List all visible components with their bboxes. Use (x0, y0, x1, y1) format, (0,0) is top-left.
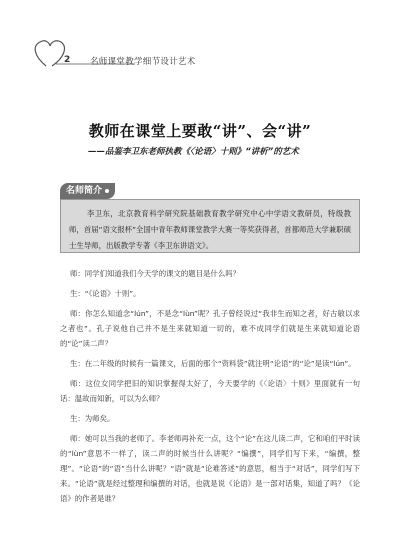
badge-dot-icon (105, 189, 109, 193)
dialogue-paragraph: 生：“《论语》十则”。 (70, 289, 141, 298)
intro-badge-label: 名师简介 (66, 186, 103, 196)
dialogue-paragraph: 生：为师矣。 (70, 414, 115, 423)
article-body (60, 266, 360, 511)
running-header (30, 36, 370, 70)
dialogue-paragraph: 师：这位女同学把旧的知识掌握得太好了，今天要学的《〈论语〉十则》里面就有一句话：温故而知新，可以为么师？ (60, 379, 360, 403)
page-number: 2 (64, 55, 71, 65)
article-subtitle: ——品鉴李卫东老师执教《〈论语〉十则》“讲析”的艺术 (88, 147, 299, 157)
dialogue-paragraph: 师：同学们知道我们今天学的课文的题目是什么吗？ (70, 269, 240, 278)
dialogue-paragraph: 师：她可以当我的老师了。李老师再补充一点，这个“论”在这儿读二声，它和咱们平时读的“lùn”意思不一样了，读二声的时候当什么讲呢？“编撰”，同学们写下来，“编撰，整理”。“论语”的“语”当什么讲呢？“语”就是“论难答述”的意思，相当于“对话”，同学们写下来。“论语”就是经过整理和编撰的对话，也就是说《论语》是一部对话集，知道了吗？《论语》的作者是谁？ (60, 434, 360, 503)
dialogue-paragraph: 师：你怎么知道念“lún”，不是念“lùn”呢？孔子曾经说过“我非生而知之者，好古敏以求之者也”。孔子说他自己并不是生来就知道一切的，难不成同学们就是生来就知道论语的“论”读二声？ (60, 309, 360, 348)
book-title: 名师课堂教学细节设计艺术 (90, 57, 196, 67)
teacher-intro-text: 李卫东，北京教育科学研究院基础教育教学研究中心中学语文教研员，特级教师，首届“语文报杯”全国中青年教师课堂教学大赛一等奖获得者，首都师范大学兼职硕士生导师，出版教学专著《李卫东讲语文》。 (69, 209, 351, 250)
article-title: 教师在课堂上要敢“讲”、会“讲” (88, 122, 312, 140)
dialogue-paragraph: 生：在二年级的时候有一篇课文，后面的那个“资料袋”就注明“论语”的“论”是读“lún”。 (70, 359, 356, 368)
intro-badge (60, 183, 115, 199)
teacher-intro-box (60, 199, 360, 253)
